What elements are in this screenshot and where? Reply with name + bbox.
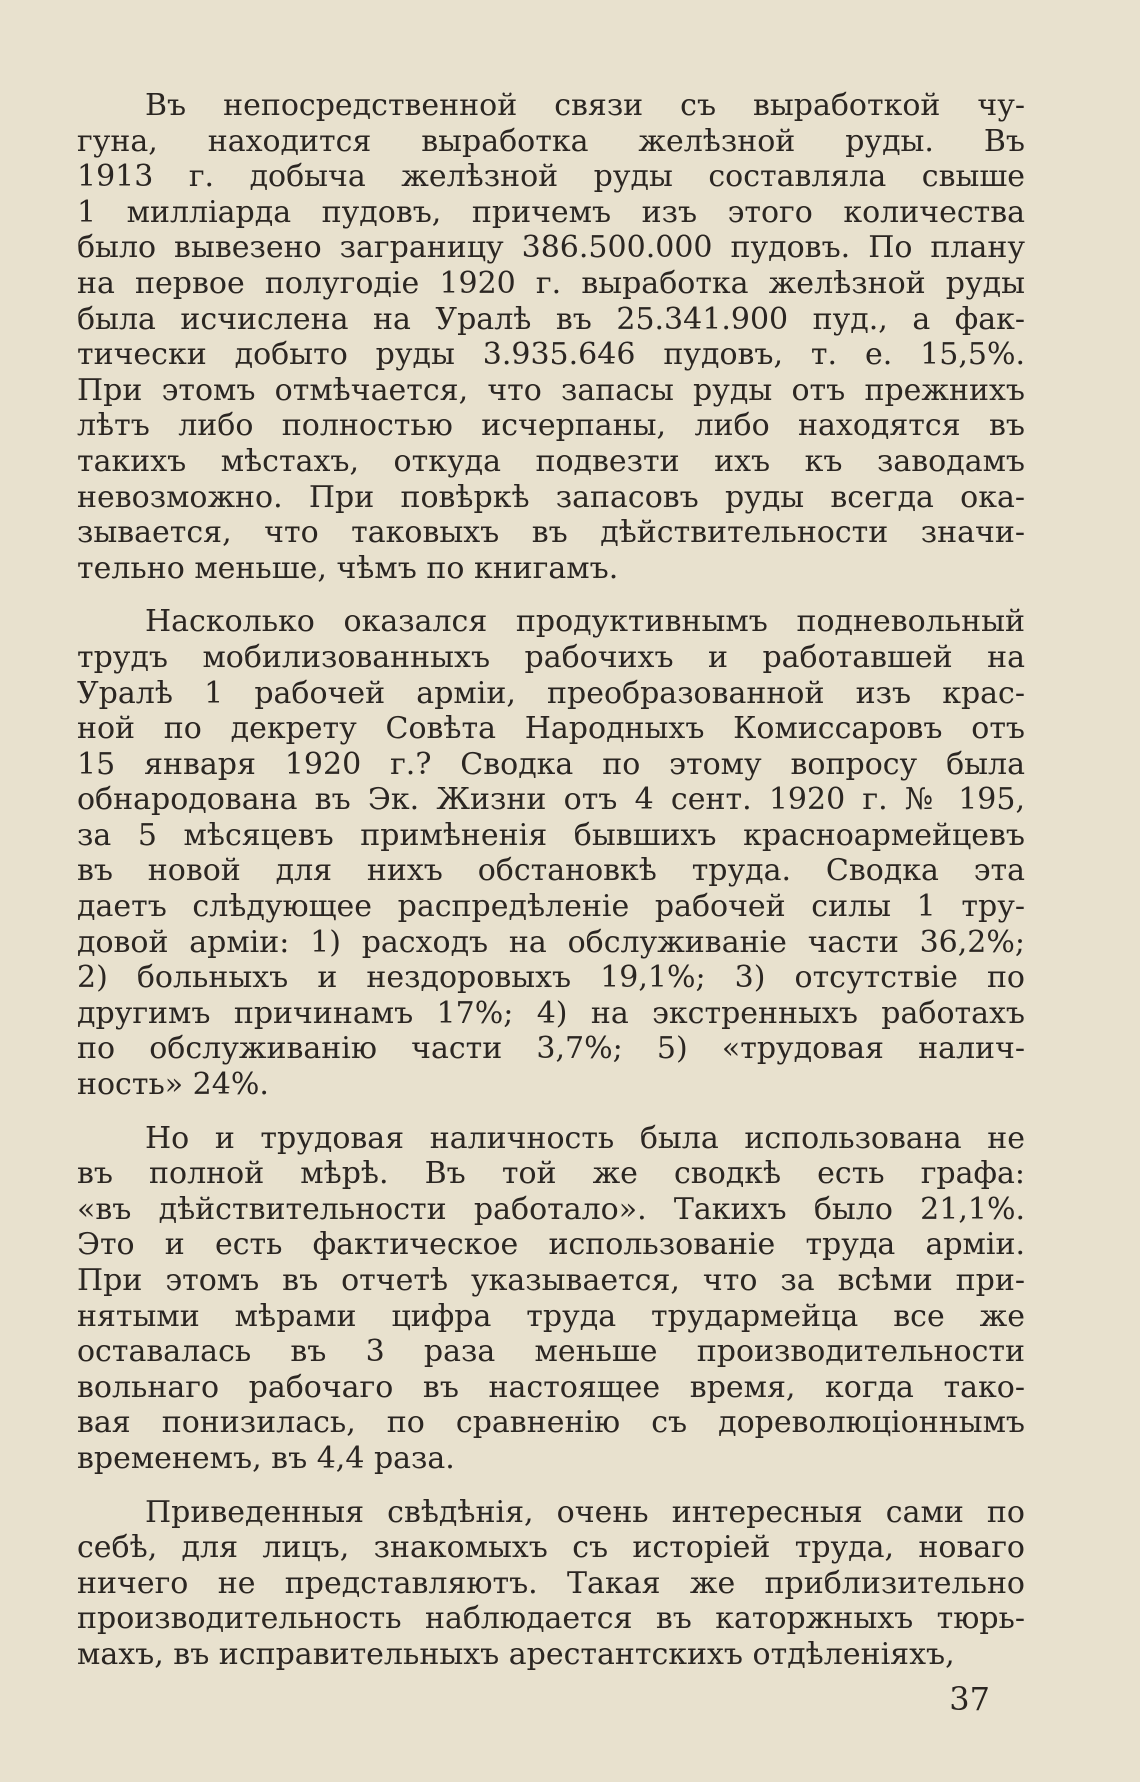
- text-line: вольнаго рабочаго въ настоящее время, когда тако-: [77, 1369, 1025, 1405]
- paragraph: [77, 1121, 1025, 1477]
- text-line: 1913 г. добыча желѣзной руды составляла свыше: [77, 159, 1025, 195]
- text-line: за 5 мѣсяцевъ примѣненія бывшихъ красноармейцевъ: [77, 817, 1025, 853]
- text-line: себѣ, для лицъ, знакомыхъ съ исторіей труда, новаго: [77, 1530, 1025, 1566]
- text-line: другимъ причинамъ 17%; 4) на экстренныхъ работахъ: [77, 995, 1025, 1031]
- text-line: «въ дѣйствительности работало». Такихъ было 21,1%.: [77, 1191, 1025, 1227]
- text-line: 2) больныхъ и нездоровыхъ 19,1%; 3) отсутствіе по: [77, 960, 1025, 996]
- text-line: зывается, что таковыхъ въ дѣйствительности значи-: [77, 515, 1025, 551]
- text-line: трудъ мобилизованныхъ рабочихъ и работавшей на: [77, 639, 1025, 675]
- text-line: была исчислена на Уралѣ въ 25.341.900 пуд., а фак-: [77, 301, 1025, 337]
- text-line: по обслуживанію части 3,7%; 5) «трудовая налич-: [77, 1031, 1025, 1067]
- text-line: такихъ мѣстахъ, откуда подвезти ихъ къ заводамъ: [77, 443, 1025, 479]
- text-line: ность» 24%.: [77, 1067, 269, 1103]
- page-number: 37: [949, 1680, 990, 1718]
- text-line: тельно меньше, чѣмъ по книгамъ.: [77, 550, 619, 586]
- text-line: временемъ, въ 4,4 раза.: [77, 1440, 455, 1476]
- text-line: тически добыто руды 3.935.646 пудовъ, т. е. 15,5%.: [77, 337, 1025, 373]
- text-line: производительность наблюдается въ каторжныхъ тюрь-: [77, 1601, 1025, 1637]
- paragraph: [77, 88, 1025, 586]
- text-line: невозможно. При повѣркѣ запасовъ руды всегда ока-: [77, 479, 1025, 515]
- text-line: обнародована въ Эк. Жизни отъ 4 сент. 1920 г. № 195,: [77, 782, 1025, 818]
- text-line: даетъ слѣдующее распредѣленіе рабочей силы 1 тру-: [77, 889, 1025, 925]
- text-line: въ новой для нихъ обстановкѣ труда. Сводка эта: [77, 853, 1025, 889]
- text-line: Уралѣ 1 рабочей арміи, преобразованной изъ крас-: [77, 675, 1025, 711]
- text-line: Но и трудовая наличность была использована не: [145, 1120, 1025, 1156]
- paragraph: [77, 1495, 1025, 1673]
- text-line: вая понизилась, по сравненію съ дореволюціоннымъ: [77, 1405, 1025, 1441]
- text-line: въ полной мѣрѣ. Въ той же сводкѣ есть графа:: [77, 1156, 1025, 1192]
- text-line: ничего не представляютъ. Такая же приблизительно: [77, 1565, 1025, 1601]
- text-line: 1 милліарда пудовъ, причемъ изъ этого количества: [77, 194, 1025, 230]
- text-line: довой арміи: 1) расходъ на обслуживаніе части 36,2%;: [77, 924, 1025, 960]
- text-line: 15 января 1920 г.? Сводка по этому вопросу была: [77, 746, 1025, 782]
- text-line: гуна, находится выработка желѣзной руды. Въ: [77, 123, 1025, 159]
- body-text: [77, 88, 1025, 1691]
- text-line: нятыми мѣрами цифра труда трудармейца все же: [77, 1298, 1025, 1334]
- text-line: ной по декрету Совѣта Народныхъ Комиссаровъ отъ: [77, 711, 1025, 747]
- text-line: на первое полугодіе 1920 г. выработка желѣзной руды: [77, 265, 1025, 301]
- text-line: Это и есть фактическое использованіе труда арміи.: [77, 1227, 1025, 1263]
- text-line: При этомъ отмѣчается, что запасы руды отъ прежнихъ: [77, 372, 1025, 408]
- text-line: Приведенныя свѣдѣнія, очень интересныя сами по: [145, 1494, 1025, 1530]
- text-line: лѣтъ либо полностью исчерпаны, либо находятся въ: [77, 408, 1025, 444]
- text-line: махъ, въ исправительныхъ арестантскихъ отдѣленіяхъ,: [77, 1636, 955, 1672]
- text-line: оставалась въ 3 раза меньше производительности: [77, 1334, 1025, 1370]
- paragraph: [77, 604, 1025, 1102]
- text-line: было вывезено заграницу 386.500.000 пудовъ. По плану: [77, 230, 1025, 266]
- text-line: Насколько оказался продуктивнымъ подневольный: [145, 604, 1025, 640]
- text-line: Въ непосредственной связи съ выработкой чу-: [145, 88, 1025, 123]
- text-line: При этомъ въ отчетѣ указывается, что за всѣми при-: [77, 1263, 1025, 1298]
